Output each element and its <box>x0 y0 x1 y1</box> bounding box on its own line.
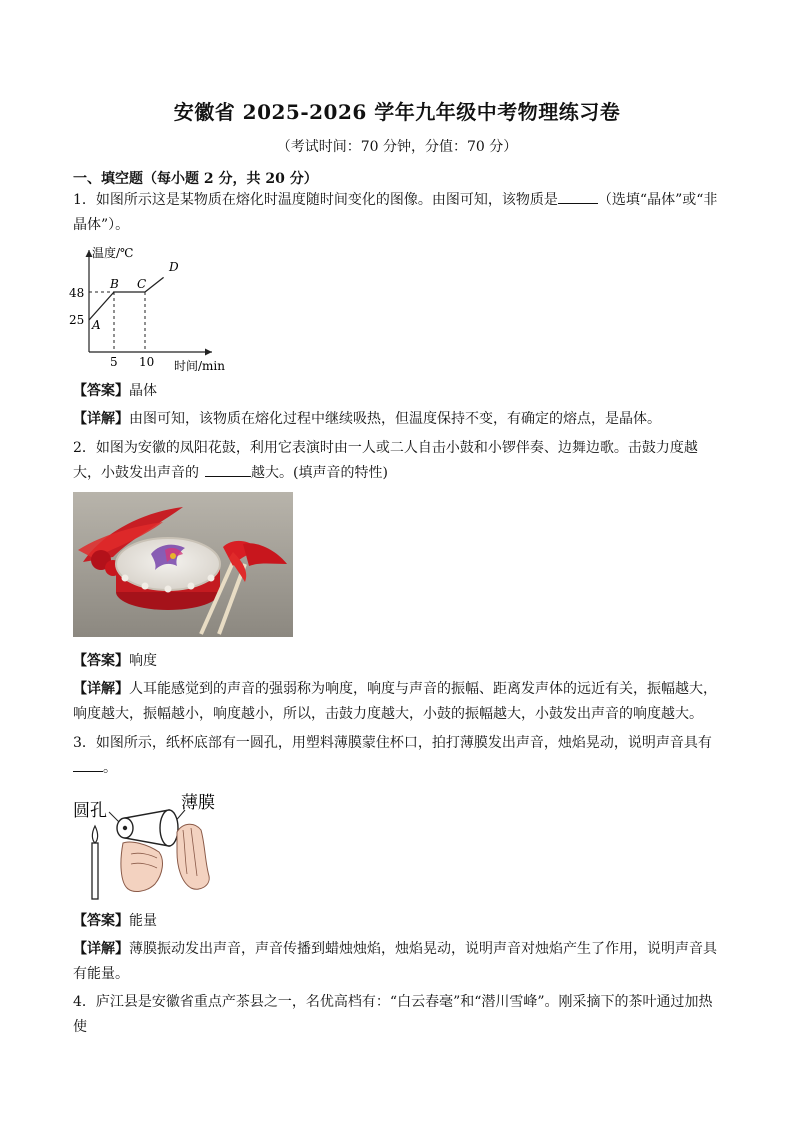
q3-answer-blank <box>73 757 103 772</box>
q3-detail <box>73 937 723 987</box>
q2-detail <box>73 677 723 727</box>
y-tick-25: 25 <box>69 313 85 327</box>
q2-answer-text: 响度 <box>129 653 157 669</box>
q1-answer-blank <box>558 189 598 204</box>
point-label-b: B <box>110 277 119 291</box>
answer-label: 【答案】 <box>73 653 129 669</box>
q2-text-a: 2．如图为安徽的凤阳花鼓，利用它表演时由一人或二人自击小鼓和小锣伴奏、边舞边歌。击鼓力度越大，小鼓发出声音的 <box>73 440 698 481</box>
holding-hand <box>121 842 163 891</box>
paper-cup-figure <box>73 788 233 903</box>
detail-label: 【详解】 <box>73 411 129 427</box>
q3-detail-text: 薄膜振动发出声音，声音传播到蜡烛烛焰，烛焰晃动，说明声音对烛焰产生了作用，说明声音具有能量。 <box>73 941 717 982</box>
q1-detail-text: 由图可知，该物质在熔化过程中继续吸热，但温度保持不变，有确定的熔点，是晶体。 <box>129 411 661 427</box>
question-3 <box>73 731 723 781</box>
label-film: 薄膜 <box>181 793 215 813</box>
melting-curve <box>89 277 164 320</box>
q1-text-a: 1．如图所示这是某物质在熔化时温度随时间变化的图像。由图可知，该物质是 <box>73 192 558 208</box>
q1-answer-text: 晶体 <box>129 383 157 399</box>
q2-answer-blank <box>205 462 251 477</box>
answer-label: 【答案】 <box>73 383 129 399</box>
candle <box>92 843 98 899</box>
section-heading: 一、填空题（每小题 2 分，共 20 分） <box>73 171 318 187</box>
exam-info: （考试时间：70 分钟，分值：70 分） <box>276 139 518 155</box>
q1-melting-graph <box>66 242 236 374</box>
q2-text-b: 越大。(填声音的特性) <box>251 465 388 481</box>
answer-label: 【答案】 <box>73 913 129 929</box>
q1-answer <box>73 379 723 404</box>
q2-detail-text: 人耳能感觉到的声音的强弱称为响度，响度与声音的振幅、距离发声体的远近有关，振幅越大，响度越大，振幅越小，响度越小，所以，击鼓力度越大，小鼓的振幅越大，小鼓发出声音的响度越大。 <box>73 681 717 722</box>
question-2 <box>73 436 723 486</box>
point-label-a: A <box>92 318 101 332</box>
question-1 <box>73 188 723 238</box>
detail-label: 【详解】 <box>73 681 129 697</box>
q1-text-b: （选填“晶体”或“非晶体”）。 <box>73 192 718 233</box>
q3-answer <box>73 909 723 934</box>
q3-text-a: 3．如图所示，纸杯底部有一圆孔，用塑料薄膜蒙住杯口，拍打薄膜发出声音，烛焰晃动，说明声音具有 <box>73 735 712 751</box>
page-title: 安徽省 2025-2026 学年九年级中考物理练习卷 <box>173 100 621 124</box>
label-hole: 圆孔 <box>73 801 107 821</box>
question-4: 4．庐江县是安徽省重点产茶县之一，名优高档有：“白云春毫”和“潜川雪峰”。刚采摘下的茶叶通过加热使 <box>73 994 713 1035</box>
patting-hand <box>177 824 209 889</box>
candle-flame <box>92 826 97 843</box>
detail-label: 【详解】 <box>73 941 129 957</box>
x-tick-5: 5 <box>110 355 118 369</box>
y-axis-label: 温度/℃ <box>92 246 134 260</box>
q2-answer <box>73 649 723 674</box>
x-axis-label: 时间/min <box>174 359 225 373</box>
point-label-d: D <box>169 260 179 274</box>
point-label-c: C <box>137 277 147 291</box>
x-tick-10: 10 <box>139 355 155 369</box>
flower-drum-photo <box>73 492 293 637</box>
q3-answer-text: 能量 <box>129 913 157 929</box>
q3-text-b: 。 <box>103 760 117 776</box>
y-tick-48: 48 <box>69 286 85 300</box>
q1-detail <box>73 407 723 432</box>
